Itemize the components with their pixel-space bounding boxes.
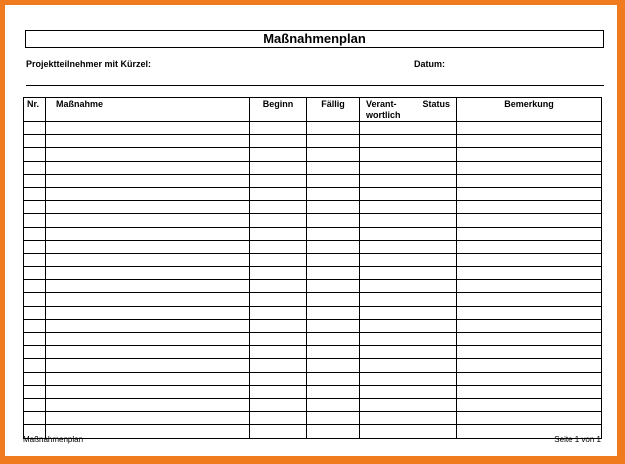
table-cell[interactable]: [24, 293, 46, 306]
table-cell[interactable]: [46, 240, 250, 253]
table-cell[interactable]: [46, 214, 250, 227]
table-cell[interactable]: [24, 240, 46, 253]
table-row: [24, 293, 602, 306]
table-cell[interactable]: [24, 227, 46, 240]
table-cell[interactable]: [307, 306, 360, 319]
table-row: [24, 227, 602, 240]
table-cell[interactable]: [250, 201, 307, 214]
table-cell[interactable]: [24, 280, 46, 293]
table-cell[interactable]: [360, 280, 457, 293]
table-row: [24, 359, 602, 372]
table-cell[interactable]: [250, 280, 307, 293]
header-due: Fällig: [307, 98, 360, 122]
table-cell[interactable]: [360, 135, 457, 148]
header-remark: Bemerkung: [457, 98, 602, 122]
table-cell[interactable]: [46, 148, 250, 161]
table-cell[interactable]: [307, 148, 360, 161]
table-cell[interactable]: [24, 253, 46, 266]
table-cell[interactable]: [457, 135, 602, 148]
table-cell[interactable]: [307, 187, 360, 200]
table-cell[interactable]: [46, 306, 250, 319]
table-cell[interactable]: [46, 385, 250, 398]
table-cell[interactable]: [457, 122, 602, 135]
table-cell[interactable]: [360, 372, 457, 385]
table-cell[interactable]: [360, 306, 457, 319]
table-cell[interactable]: [307, 214, 360, 227]
table-cell[interactable]: [46, 412, 250, 425]
table-cell[interactable]: [250, 359, 307, 372]
table-cell[interactable]: [250, 135, 307, 148]
table-cell[interactable]: [360, 201, 457, 214]
table-cell[interactable]: [46, 201, 250, 214]
header-measure: Maßnahme: [46, 98, 250, 122]
table-cell[interactable]: [250, 425, 307, 438]
table-cell[interactable]: [360, 319, 457, 332]
table-cell[interactable]: [250, 319, 307, 332]
table-row: [24, 214, 602, 227]
table-cell[interactable]: [46, 122, 250, 135]
table-cell[interactable]: [457, 333, 602, 346]
table-cell[interactable]: [457, 240, 602, 253]
table-row: [24, 425, 602, 438]
table-cell[interactable]: [250, 214, 307, 227]
table-cell[interactable]: [24, 398, 46, 411]
date-label: Datum:: [414, 59, 445, 69]
table-cell[interactable]: [24, 201, 46, 214]
table-cell[interactable]: [307, 425, 360, 438]
table-row: [24, 306, 602, 319]
table-row: [24, 319, 602, 332]
table-cell[interactable]: [457, 372, 602, 385]
table-cell[interactable]: [457, 253, 602, 266]
table-cell[interactable]: [307, 267, 360, 280]
table-cell[interactable]: [360, 346, 457, 359]
table-cell[interactable]: [250, 306, 307, 319]
table-row: [24, 346, 602, 359]
footer-doc-name: Maßnahmenplan: [23, 435, 84, 444]
table-cell[interactable]: [307, 346, 360, 359]
table-cell[interactable]: [24, 214, 46, 227]
table-cell[interactable]: [307, 135, 360, 148]
table-cell[interactable]: [46, 398, 250, 411]
table-cell[interactable]: [307, 227, 360, 240]
table-cell[interactable]: [360, 240, 457, 253]
table-cell[interactable]: [24, 412, 46, 425]
measures-table: [23, 97, 602, 439]
header-status: Status: [422, 99, 450, 109]
table-cell[interactable]: [360, 161, 457, 174]
table-cell[interactable]: [24, 135, 46, 148]
table-cell[interactable]: [250, 253, 307, 266]
table-row: [24, 161, 602, 174]
table-cell[interactable]: [307, 319, 360, 332]
table-row: [24, 398, 602, 411]
header-nr: Nr.: [24, 98, 46, 122]
table-cell[interactable]: [24, 267, 46, 280]
table-row: [24, 412, 602, 425]
table-row: [24, 333, 602, 346]
table-row: [24, 267, 602, 280]
table-cell[interactable]: [46, 187, 250, 200]
table-cell[interactable]: [360, 293, 457, 306]
table-cell[interactable]: [250, 227, 307, 240]
footer-page-number: Seite 1 von 1: [554, 435, 601, 444]
table-cell[interactable]: [250, 412, 307, 425]
meta-row: [26, 58, 604, 86]
table-cell[interactable]: [457, 227, 602, 240]
table-row: [24, 240, 602, 253]
table-cell[interactable]: [24, 161, 46, 174]
table-cell[interactable]: [250, 148, 307, 161]
table-cell[interactable]: [46, 280, 250, 293]
table-row: [24, 135, 602, 148]
table-cell[interactable]: [457, 148, 602, 161]
table-cell[interactable]: [24, 122, 46, 135]
table-cell[interactable]: [307, 253, 360, 266]
table-cell[interactable]: [457, 161, 602, 174]
table-cell[interactable]: [360, 174, 457, 187]
table-cell[interactable]: [250, 372, 307, 385]
table-cell[interactable]: [307, 201, 360, 214]
table-cell[interactable]: [250, 174, 307, 187]
table-cell[interactable]: [24, 174, 46, 187]
table-cell[interactable]: [24, 346, 46, 359]
table-cell[interactable]: [360, 253, 457, 266]
table-row: [24, 174, 602, 187]
header-responsible-status: [360, 98, 457, 122]
table-cell[interactable]: [24, 372, 46, 385]
table-cell[interactable]: [307, 372, 360, 385]
table-cell[interactable]: [307, 412, 360, 425]
table-cell[interactable]: [360, 385, 457, 398]
table-cell[interactable]: [250, 293, 307, 306]
table-cell[interactable]: [457, 201, 602, 214]
table-cell[interactable]: [46, 372, 250, 385]
table-cell[interactable]: [24, 385, 46, 398]
table-cell[interactable]: [307, 359, 360, 372]
table-cell[interactable]: [360, 425, 457, 438]
table-cell[interactable]: [360, 214, 457, 227]
table-cell[interactable]: [307, 333, 360, 346]
table-cell[interactable]: [457, 214, 602, 227]
table-cell[interactable]: [24, 306, 46, 319]
table-cell[interactable]: [250, 385, 307, 398]
table-cell[interactable]: [24, 359, 46, 372]
table-cell[interactable]: [457, 412, 602, 425]
table-cell[interactable]: [24, 333, 46, 346]
table-header-row: [24, 98, 602, 122]
table-cell[interactable]: [307, 398, 360, 411]
table-cell[interactable]: [360, 359, 457, 372]
table-body: [24, 122, 602, 439]
table-row: [24, 187, 602, 200]
table-row: [24, 372, 602, 385]
table-cell[interactable]: [360, 412, 457, 425]
table-cell[interactable]: [46, 346, 250, 359]
table-row: [24, 201, 602, 214]
table-cell[interactable]: [457, 306, 602, 319]
table-cell[interactable]: [250, 122, 307, 135]
table-cell[interactable]: [457, 385, 602, 398]
table-cell[interactable]: [24, 187, 46, 200]
table-cell[interactable]: [46, 135, 250, 148]
table-cell[interactable]: [457, 293, 602, 306]
form-sheet: [5, 5, 617, 456]
header-responsible: Verant-wortlich: [366, 99, 401, 120]
table-row: [24, 122, 602, 135]
table-cell[interactable]: [46, 253, 250, 266]
table-cell[interactable]: [457, 280, 602, 293]
participants-label: Projektteilnehmer mit Kürzel:: [26, 59, 152, 69]
table-cell[interactable]: [360, 148, 457, 161]
table-cell[interactable]: [360, 187, 457, 200]
table-cell[interactable]: [250, 398, 307, 411]
table-cell[interactable]: [457, 346, 602, 359]
table-cell[interactable]: [46, 174, 250, 187]
table-row: [24, 385, 602, 398]
table-cell[interactable]: [360, 227, 457, 240]
table-cell[interactable]: [46, 333, 250, 346]
form-title: Maßnahmenplan: [25, 30, 604, 48]
table-cell[interactable]: [250, 161, 307, 174]
table-cell[interactable]: [360, 122, 457, 135]
table-cell[interactable]: [457, 319, 602, 332]
table-cell[interactable]: [307, 174, 360, 187]
table-cell[interactable]: [46, 161, 250, 174]
table-cell[interactable]: [360, 398, 457, 411]
table-cell[interactable]: [250, 267, 307, 280]
table-cell[interactable]: [46, 227, 250, 240]
table-cell[interactable]: [307, 385, 360, 398]
table-cell[interactable]: [307, 161, 360, 174]
table-cell[interactable]: [360, 333, 457, 346]
table-cell[interactable]: [250, 346, 307, 359]
table-cell[interactable]: [250, 240, 307, 253]
table-cell[interactable]: [457, 398, 602, 411]
table-cell[interactable]: [457, 174, 602, 187]
table-cell[interactable]: [24, 148, 46, 161]
table-cell[interactable]: [250, 333, 307, 346]
table-row: [24, 280, 602, 293]
table-cell[interactable]: [307, 240, 360, 253]
table-cell[interactable]: [24, 319, 46, 332]
table-cell[interactable]: [457, 267, 602, 280]
table-cell[interactable]: [250, 187, 307, 200]
table-row: [24, 148, 602, 161]
table-cell[interactable]: [457, 187, 602, 200]
table-cell[interactable]: [457, 359, 602, 372]
table-row: [24, 253, 602, 266]
table-cell[interactable]: [46, 267, 250, 280]
table-cell[interactable]: [307, 122, 360, 135]
table-cell[interactable]: [46, 319, 250, 332]
table-cell[interactable]: [46, 359, 250, 372]
table-cell[interactable]: [46, 293, 250, 306]
header-start: Beginn: [250, 98, 307, 122]
table-cell[interactable]: [307, 280, 360, 293]
table-cell[interactable]: [307, 293, 360, 306]
table-cell[interactable]: [360, 267, 457, 280]
